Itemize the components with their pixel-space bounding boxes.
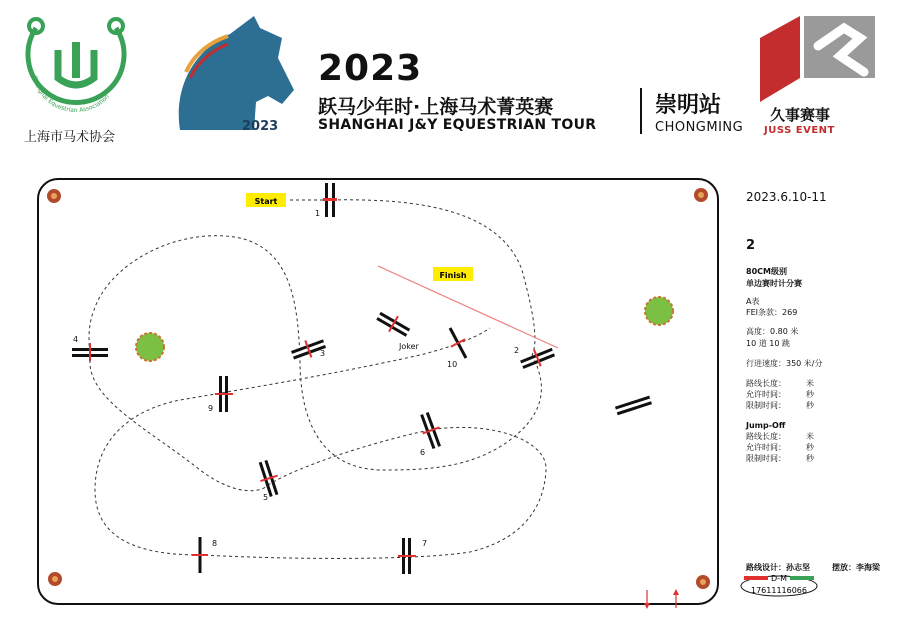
obstacle-number: 5 [263,493,269,502]
jo-limit-label: 限制时间： [746,454,786,463]
association-ring-text: Shanghai Equestrian Association [30,75,111,115]
obstacle-1 [323,183,337,217]
time-limit-label: 限制时间： [746,401,786,410]
jo-allowed-label: 允许时间： [746,443,786,452]
height-spec: 高度：0.80 米 [746,327,799,336]
obstacle-number: 1 [315,209,321,218]
jo-length-label: 路线长度： [746,432,786,441]
event-title-en: SHANGHAI J&Y EQUESTRIAN TOUR [318,117,597,133]
obstacle-10 [443,324,473,362]
obstacle-number: 2 [514,346,520,355]
course-builder: 摆放：李海梁 [832,563,880,572]
jo-allowed-row [746,442,846,453]
jo-length-unit: 米 [806,432,814,441]
obstacle-7 [398,538,416,574]
obstacle-number: 9 [208,404,214,413]
designer-stamp [741,574,817,596]
corner-flower-icon [47,188,710,589]
class-name: 80CM级别 [746,267,787,276]
obstacle-unnumbered [615,396,652,416]
time-limit-unit: 秒 [806,401,814,410]
time-limit-row [746,400,846,411]
riding-track [89,200,546,559]
jo-allowed-unit: 秒 [806,443,814,452]
competition-type: 单边赛时计分赛 [746,279,802,288]
obstacle-6 [416,410,445,450]
organizer-name-en: JUSS EVENT [764,125,835,136]
obstacle-number: 8 [212,539,218,548]
stamp-initials: D-M [771,574,787,583]
time-allowed-label: 允许时间： [746,390,786,399]
obstacle-count: 10 道 10 跳 [746,339,790,348]
station-name-cn: 崇明站 [655,93,722,118]
course-designer: 路线设计：孙志坚 [746,563,810,572]
obstacle-9 [215,376,233,412]
time-allowed-row [746,389,846,400]
start-label: Start [254,197,278,206]
time-allowed-unit: 秒 [806,390,814,399]
fei-article: FEI条款：269 [746,308,798,317]
course-length-unit: 米 [806,379,814,388]
station-name-en: CHONGMING [655,120,744,135]
obstacle-number: 4 [73,335,79,344]
stamp-phone: 17611116066 [751,586,807,595]
obstacle-joker [374,308,412,341]
organizer-name-cn: 久事赛事 [770,106,831,124]
obstacle-4 [72,343,108,361]
obstacle-8 [192,537,208,573]
association-name: 上海市马术协会 [24,130,116,145]
arena-border [38,179,718,604]
joker-label: Joker [399,342,419,351]
event-year: 2023 [318,48,423,89]
table-type: A表 [746,297,760,306]
speed-spec: 行进速度：350 米/分 [746,359,823,368]
jumpoff-title: Jump-Off [746,421,786,430]
jo-length-row [746,431,846,442]
round-number: 2 [746,238,756,253]
finish-label: Finish [439,271,467,280]
obstacle-5 [255,458,283,498]
obstacle-number: 3 [320,349,326,358]
horse-logo-year: 2023 [242,119,279,134]
event-date: 2023.6.10-11 [746,190,827,204]
course-length-row [746,378,846,389]
entrance-arrows-icon [644,589,679,609]
obstacle-number: 6 [420,448,426,457]
course-length-label: 路线长度： [746,379,786,388]
obstacle-number: 10 [447,360,458,369]
obstacle-number: 7 [422,539,428,548]
jo-limit-row [746,453,846,464]
jo-limit-unit: 秒 [806,454,814,463]
event-title-cn: 跃马少年时·上海马术菁英赛 [318,96,554,118]
